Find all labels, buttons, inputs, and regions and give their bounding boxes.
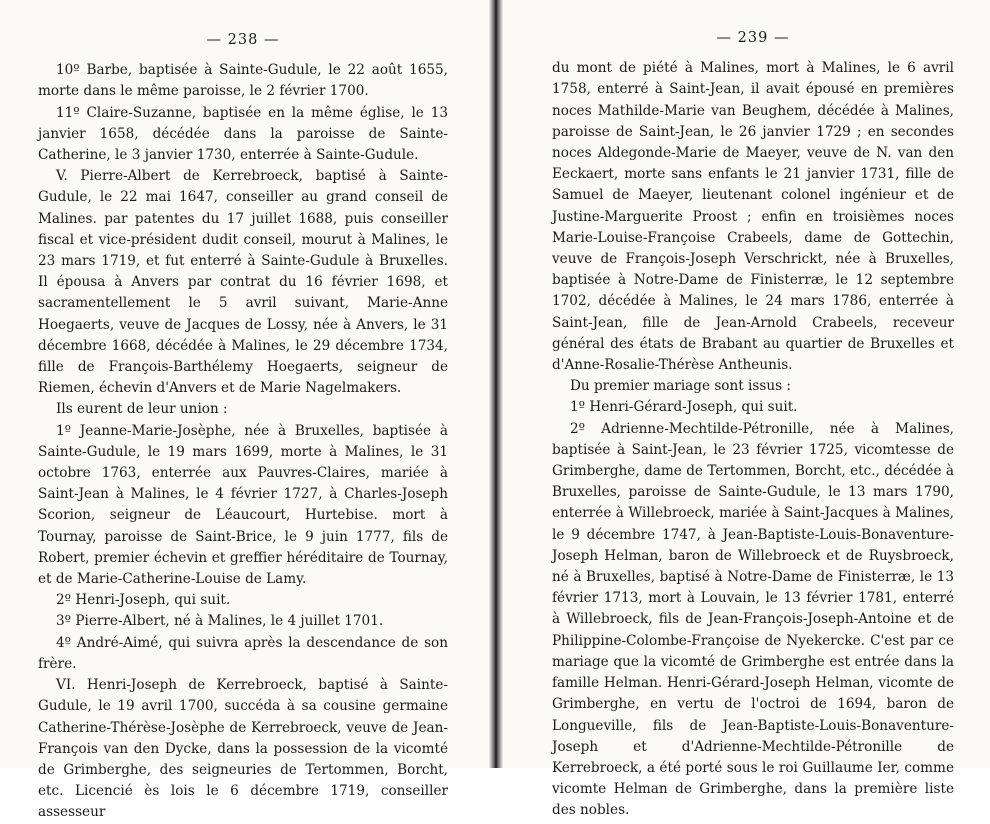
paragraph: V. Pierre-Albert de Kerrebroeck, baptisé à Sainte-Gudule, le 22 mai 1647, conseiller au grand conseil de Malines. par patentes du 17 juillet 1688, puis conseiller fiscal et vice-président dudit conseil, mourut à Malines, le 23 mars 1719, et fut enterré à Sainte-Gudule à Bruxelles. Il épousa à Anvers par contrat du 16 février 1698, et sacramentellement le 5 avril suivant, Marie-Anne Hoegaerts, veuve de Jacques de Lossy, née à Anvers, le 31 décembre 1668, décédée à Malines, le 29 décembre 1734, fille de François-Barthélemy Hoegaerts, seigneur de Riemen, échevin d'Anvers et de Marie Nagelmakers. <box>38 168 448 397</box>
paragraph: 10º Barbe, baptisée à Sainte-Gudule, le 22 août 1655, morte dans le même paroisse, le 2 février 1700. <box>38 62 448 100</box>
paragraph: 2º Henri-Joseph, qui suit. <box>56 592 231 609</box>
book-gutter <box>489 0 503 768</box>
paragraph: 1º Henri-Gérard-Joseph, qui suit. <box>570 399 798 416</box>
right-page <box>552 28 954 822</box>
paragraph: du mont de piété à Malines, mort à Malines, le 6 avril 1758, enterré à Saint-Jean, il avait épousé en premières noces Mathilde-Marie van Beughem, décédée à Malines, paroisse de Saint-Jean, le 26 janvier 1729 ; en secondes noces Aldegonde-Marie de Maeyer, veuve de N. van den Eeckaert, morte sans enfants le 21 janvier 1731, fille de Samuel de Maeyer, lieutenant colonel ingénieur et de Justine-Marguerite Proost ; enfin en troisièmes noces Marie-Louise-Françoise Crabeels, dame de Gottechin, veuve de François-Joseph Verschrickt, née à Bruxelles, baptisée à Notre-Dame de Finisterræ, le 12 septembre 1702, décédée à Malines, le 24 mars 1786, enterrée à Saint-Jean, fille de Jean-Arnold Crabeels, receveur général des états de Brabant au quartier de Bruxelles et d'Anne-Rosalie-Thérèse Antheunis. <box>552 60 954 374</box>
page-number: — 239 — <box>716 30 790 46</box>
paragraph: 2º Adrienne-Mechtilde-Pétronille, née à Malines, baptisée à Saint-Jean, le 23 février 1725, vicomtesse de Grimberghe, dame de Tertommen, Borcht, etc., décédée à Bruxelles, paroisse de Sainte-Gudule, le 13 mars 1790, enterrée à Willebroeck, mariée à Saint-Jacques à Malines, le 9 décembre 1747, à Jean-Baptiste-Louis-Bonaventure-Joseph Helman, baron de Willebroeck et de Ruysbroeck, né à Bruxelles, baptisé à Notre-Dame de Finisterræ, le 13 février 1713, mort à Louvain, le 13 février 1781, enterré à Willebroeck, fils de Jean-François-Joseph-Antoine et de Philippine-Colombe-Françoise de Nyekercke. C'est par ce mariage que la vicomté de Grimberghe est entrée dans la famille Helman. Henri-Gérard-Joseph Helman, vicomte de Grimberghe, en vertu de l'octroi de 1694, baron de Longueville, fils de Jean-Baptiste-Louis-Bonaventure-Joseph et d'Adrienne-Mechtilde-Pétronille de Kerrebroeck, a été porté sous le roi Guillaume Ier, comme vicomte Helman de Grimberghe, dans la première liste des nobles. <box>552 420 954 819</box>
paragraph: 1º Jeanne-Marie-Josèphe, née à Bruxelles, baptisée à Sainte-Gudule, le 19 mars 1699, morte à Malines, le 31 octobre 1763, enterrée aux Pauvres-Claires, mariée à Saint-Jean à Malines, le 4 février 1727, à Charles-Joseph Scorion, seigneur de Léaucourt, Hurtebise. mort à Tournay, paroisse de Saint-Brice, le 9 juin 1777, fils de Robert, premier échevin et greffier héréditaire de Tournay, et de Marie-Catherine-Louise de Lamy. <box>38 422 448 588</box>
paragraph: Ils eurent de leur union : <box>56 401 228 418</box>
paragraph: 4º André-Aimé, qui suivra après la descendance de son frère. <box>38 634 448 672</box>
paragraph: 11º Claire-Suzanne, baptisée en la même église, le 13 janvier 1658, décédée dans la paroisse de Sainte-Catherine, le 3 janvier 1730, enterrée à Sainte-Gudule. <box>38 104 448 164</box>
paragraph: 3º Pierre-Albert, né à Malines, le 4 juillet 1701. <box>56 613 384 630</box>
paragraph: Du premier mariage sont issus : <box>570 378 791 395</box>
page-number: — 238 — <box>206 32 280 48</box>
left-page <box>38 30 448 824</box>
paragraph: VI. Henri-Joseph de Kerrebroeck, baptisé à Sainte-Gudule, le 19 avril 1700, succéda à sa cousine germaine Catherine-Thérèse-Josèphe de Kerrebroeck, veuve de Jean-François van den Dycke, dans la possession de la vicomté de Grimberghe, des seigneuries de Tertommen, Borcht, etc. Licencié ès lois le 6 décembre 1719, conseiller assesseur <box>38 677 448 821</box>
